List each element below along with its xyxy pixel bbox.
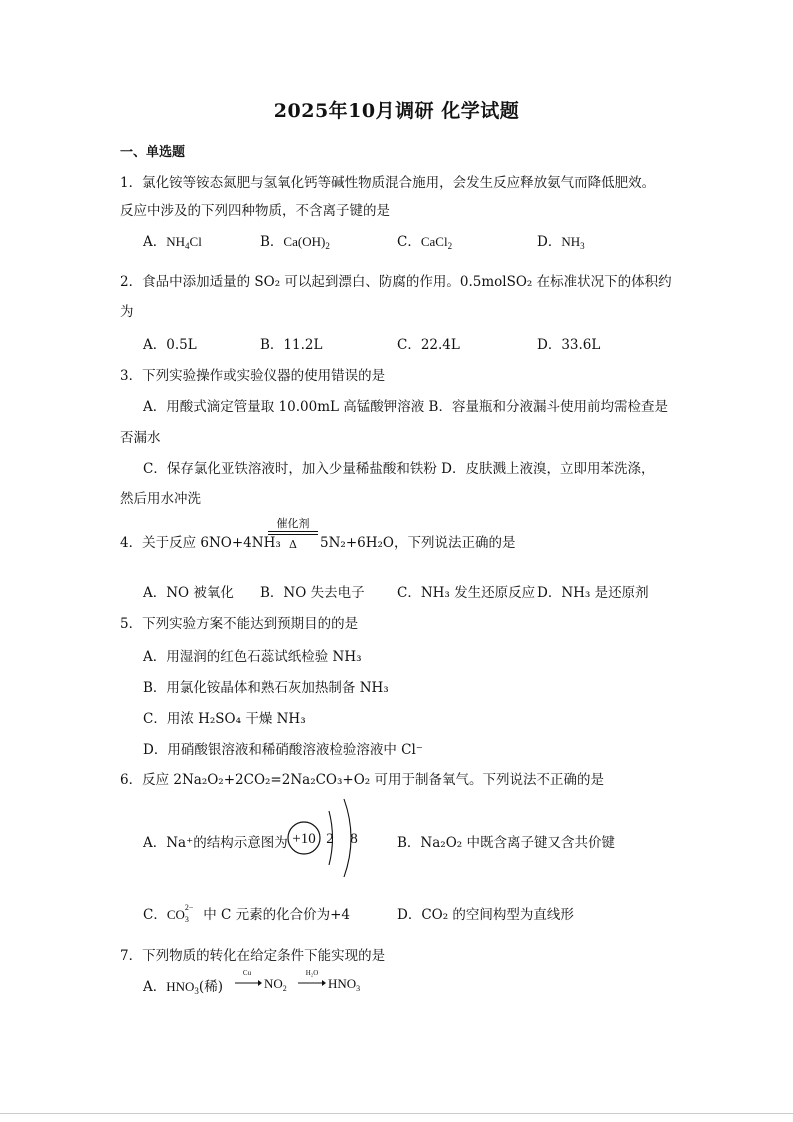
q2-option-a: A．0.5L: [143, 337, 197, 353]
q4-option-c: C．NH₃ 发生还原反应: [397, 585, 536, 601]
formula-co3-ion: CO 2− 3: [166, 903, 194, 925]
q1-stem-line1: 1．氯化铵等铵态氮肥与氢氧化钙等碱性物质混合施用，会发生反应释放氨气而降低肥效。: [120, 175, 656, 191]
q2-option-c: C．22.4L: [397, 337, 460, 353]
q2-stem-line2: 为: [120, 304, 134, 320]
q4-option-a: A．NO 被氧化: [143, 585, 234, 601]
q3-stem: 3．下列实验操作或实验仪器的使用错误的是: [120, 368, 386, 384]
q1-option-d-label: D．: [537, 234, 562, 250]
q2-stem-line1: 2．食品中添加适量的 SO₂ 可以起到漂白、防腐的作用。0.5molSO₂ 在标准状况下的体积约: [120, 274, 672, 290]
q7-option-a: [143, 975, 223, 995]
formula-cacl2: CaCl$_2$: [420, 234, 453, 251]
q1-option-b-label: B．: [260, 234, 284, 250]
q5-option-c: C．用浓 H₂SO₄ 干燥 NH₃: [143, 711, 306, 727]
q6-option-c-label: C．: [143, 907, 167, 923]
q7-stem: 7．下列物质的转化在给定条件下能实现的是: [120, 948, 386, 964]
q7-reagent-2: H₂O: [305, 969, 319, 977]
formula-caoh2: $Ca(OH)_2$: [283, 234, 330, 251]
q7-arrow-1-head: [258, 980, 262, 986]
q1-option-d: [537, 230, 585, 250]
page-bottom-divider: [0, 1113, 793, 1114]
q7-option-a-label: A．: [143, 979, 167, 995]
q1-option-a-label: A．: [143, 234, 167, 250]
q1-option-c: [397, 230, 452, 250]
q1-option-a: [143, 230, 202, 250]
section-heading: 一、单选题: [120, 145, 186, 160]
q5-option-b: B．用氯化铵晶体和熟石灰加热制备 NH₃: [143, 680, 389, 696]
formula-no2: $NO_2$: [264, 976, 287, 993]
q4-stem-prefix: 4．关于反应 6NO+4NH₃: [120, 535, 281, 551]
q3-options-cd-line2: 然后用水冲洗: [120, 491, 201, 507]
q7-conversion-chain: [232, 966, 382, 996]
q6-option-c-text: 中 C 元素的化合价为+4: [203, 907, 351, 923]
q4-option-d: D．NH₃ 是还原剂: [537, 585, 649, 601]
q1-option-c-label: C．: [397, 234, 421, 250]
shell-1-electrons: 2: [326, 831, 334, 847]
formula-nh4cl: $NH_4Cl$: [166, 234, 202, 251]
q6-option-c: [143, 903, 350, 923]
q4-heat-label: Δ: [289, 538, 297, 551]
formula-hno3-product: $HNO_3$: [328, 976, 361, 993]
nucleus-charge: +10: [292, 831, 316, 847]
q7-reagent-1: Cu: [242, 969, 252, 977]
q6-option-d: D．CO₂ 的空间构型为直线形: [397, 907, 574, 923]
q7-dilute-note: (稀): [198, 979, 223, 995]
q5-option-a: A．用湿润的红色石蕊试纸检验 NH₃: [143, 649, 362, 665]
q4-stem-suffix: 5N₂+6H₂O，下列说法正确的是: [320, 535, 516, 551]
q3-options-ab-line2: 否漏水: [120, 430, 161, 446]
q6-stem: 6．反应 2Na₂O₂+2CO₂=2Na₂CO₃+O₂ 可用于制备氧气。下列说法不正确的是: [120, 772, 604, 788]
formula-hno3: $HNO_3$: [166, 979, 199, 996]
q6-option-a: A．Na⁺的结构示意图为: [143, 835, 288, 851]
q1-option-b: [260, 230, 330, 250]
q4-option-b: B．NO 失去电子: [260, 585, 365, 601]
q4-reaction-arrow-top: [268, 531, 318, 532]
q3-options-ab-line1: A．用酸式滴定管量取 10.00mL 高锰酸钾溶液 B．容量瓶和分液漏斗使用前均需检查是: [143, 399, 668, 415]
formula-nh3: $NH_3$: [561, 234, 585, 251]
shell-2-electrons: 8: [350, 831, 358, 847]
q2-option-d: D．33.6L: [537, 337, 601, 353]
page-title: 2025年10月调研 化学试题: [273, 100, 520, 122]
q4-reaction-arrow-bottom: [268, 534, 318, 535]
q6-option-b: B．Na₂O₂ 中既含离子键又含共价键: [397, 835, 615, 851]
q1-stem-line2: 反应中涉及的下列四种物质，不含离子键的是: [120, 203, 390, 219]
q3-options-cd-line1: C．保存氯化亚铁溶液时，加入少量稀盐酸和铁粉 D．皮肤溅上液溴，立即用苯洗涤，: [143, 461, 655, 477]
q5-stem: 5．下列实验方案不能达到预期目的的是: [120, 616, 359, 632]
q4-catalyst-label: 催化剂: [276, 517, 310, 530]
q7-arrow-2-head: [322, 980, 326, 986]
q2-option-b: B．11.2L: [260, 337, 323, 353]
na-ion-structure-diagram: [284, 795, 364, 881]
q5-option-d: D．用硝酸银溶液和稀硝酸溶液检验溶液中 Cl⁻: [143, 742, 423, 758]
